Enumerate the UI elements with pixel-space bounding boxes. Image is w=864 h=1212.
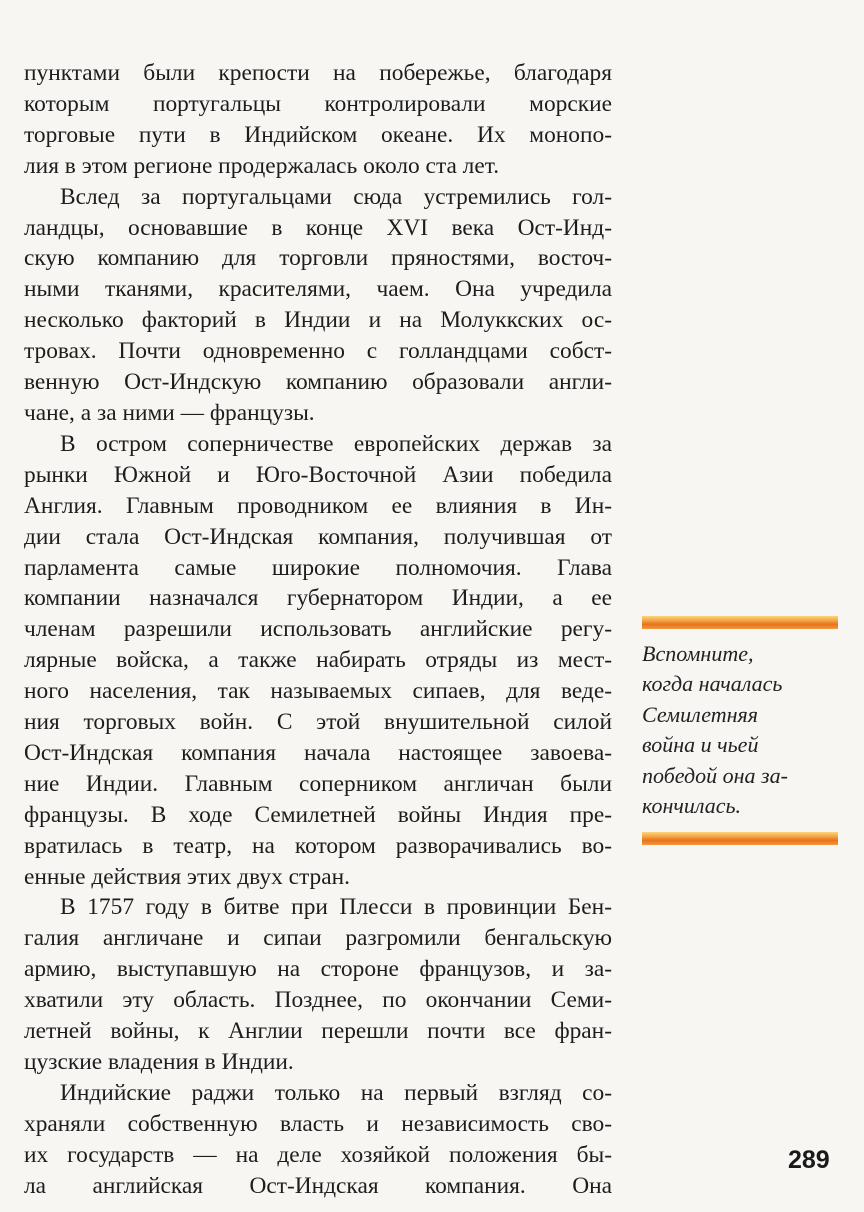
text-line: их государств — на деле хозяйкой положения бы- [24, 1141, 612, 1168]
text-line: пунктами были крепости на побережье, благодаря [24, 60, 612, 86]
text-line: рынки Южной и Юго-Восточной Азии победила [24, 461, 612, 488]
text-line: ла английская Ост-Индская компания. Она [24, 1172, 612, 1199]
text-line: чане, а за ними — французы. [24, 399, 315, 426]
paragraph-5 [24, 1078, 612, 1202]
sidebar-top-rule [642, 616, 838, 629]
main-text-column [24, 58, 612, 1202]
page-number: 289 [788, 1146, 830, 1174]
paragraph-2 [24, 182, 612, 429]
text-line: скую компанию для торговли пряностями, восточ- [24, 245, 612, 272]
text-line: ного населения, так называемых сипаев, для веде- [24, 678, 612, 705]
text-line: несколько факторий в Индии и на Молуккских ос- [24, 307, 612, 334]
sidebar-line: когда началась [642, 671, 783, 697]
text-line: галия англичане и сипаи разгромили бенгальскую [24, 925, 612, 952]
text-line: Индийские раджи только на первый взгляд со- [60, 1079, 612, 1106]
sidebar-line: война и чьей [642, 732, 759, 758]
text-line: В 1757 году в битве при Плесси в провинции Бен- [60, 894, 612, 921]
text-line: летней войны, к Англии перешли почти все фран- [24, 1018, 612, 1045]
text-line: Англия. Главным проводником ее влияния в Ин- [24, 492, 612, 519]
sidebar-bottom-rule [642, 832, 838, 845]
text-line: торговые пути в Индийском океане. Их монопо- [24, 121, 612, 148]
text-line: которым португальцы контролировали морские [24, 90, 612, 117]
text-line: Ост-Индская компания начала настоящее завоева- [24, 739, 612, 766]
paragraph-3 [24, 429, 612, 893]
text-line: Вслед за португальцами сюда устремились гол- [60, 183, 612, 210]
paragraph-1 [24, 58, 612, 182]
text-line: лия в этом регионе продержалась около ста лет. [24, 152, 500, 179]
text-line: цузские владения в Индии. [24, 1049, 294, 1075]
text-line: ния торговых войн. С этой внушительной силой [24, 709, 612, 736]
text-line: членам разрешили использовать английские регу- [24, 616, 612, 643]
text-line: хватили эту область. Позднее, по окончании Семи- [24, 987, 612, 1014]
text-line: парламента самые широкие полномочия. Глава [24, 554, 612, 581]
sidebar-line: Вспомните, [642, 641, 754, 666]
text-line: ние Индии. Главным соперником англичан были [24, 770, 612, 797]
text-line: французы. В ходе Семилетней войны Индия пре- [24, 801, 612, 828]
sidebar-line: кончилась. [642, 793, 741, 819]
sidebar-question-text [642, 639, 840, 821]
sidebar-question-box [642, 616, 840, 845]
text-line: ными тканями, красителями, чаем. Она учредила [24, 276, 612, 303]
paragraph-4 [24, 892, 612, 1077]
text-line: армию, выступавшую на стороне французов, и за- [24, 956, 612, 983]
text-line: тровах. Почти одновременно с голландцами собст- [24, 338, 612, 365]
text-line: В остром соперничестве европейских держав за [60, 430, 612, 457]
sidebar-line: Семилетняя [642, 701, 758, 727]
text-line: компании назначался губернатором Индии, а ее [24, 585, 612, 612]
text-line: венную Ост-Индскую компанию образовали англи- [24, 369, 612, 396]
text-line: ландцы, основавшие в конце XVI века Ост-Инд- [24, 214, 612, 241]
text-line: храняли собственную власть и независимость сво- [24, 1110, 612, 1137]
text-line: лярные войска, а также набирать отряды из мест- [24, 647, 612, 674]
text-line: енные действия этих двух стран. [24, 863, 350, 890]
sidebar-line: победой она за- [642, 762, 788, 788]
text-line: дии стала Ост-Индская компания, получившая от [24, 523, 612, 550]
text-line: вратилась в театр, на котором разворачивались во- [24, 832, 612, 859]
